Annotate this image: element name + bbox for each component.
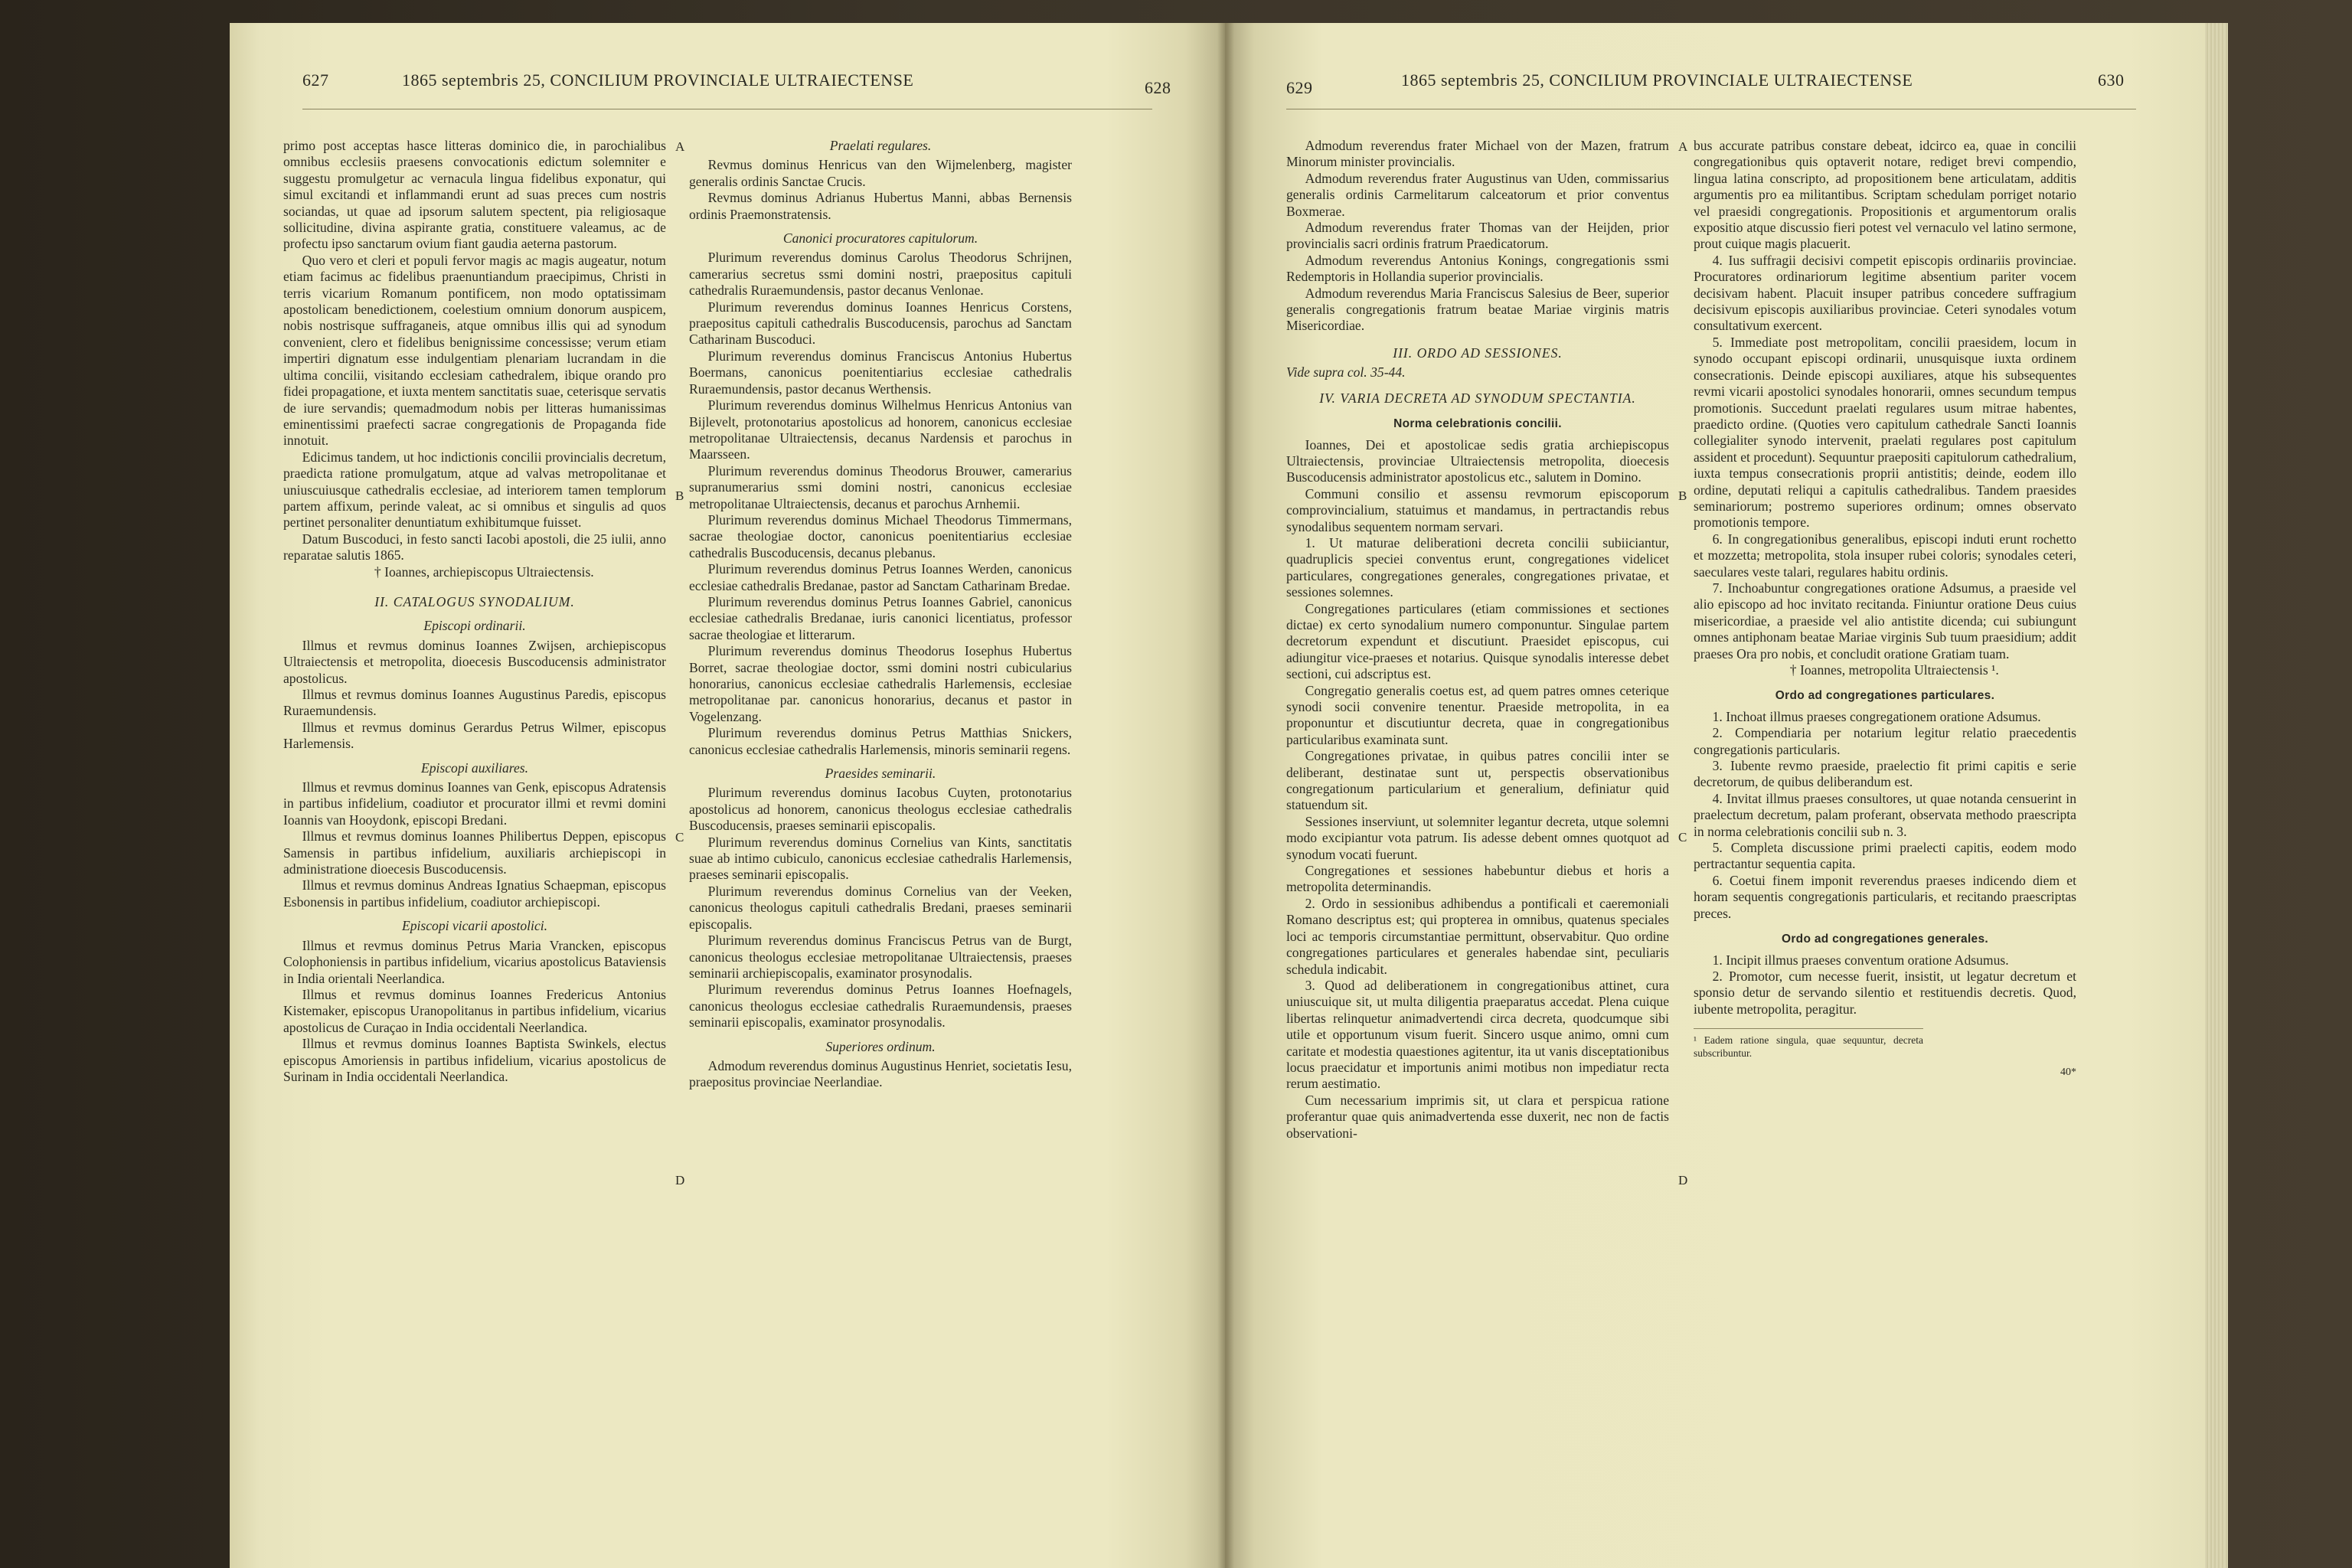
paragraph: 5. Immediate post metropolitam, concilii praesidem, locum in synodo occupant episcopi ordinarii, unusquisque iuxta ordinem consecrationis. Deinde episcopi auxiliares, atque his subsequentes revmi vicarii apostolici synodales honorarii, omnes secundum tempus promotionis. Succedunt praelati regulares usum mitrae habentes, praedicto ordine. (Quoties vero capitulum cathedrale Sancti Ioannis collegialiter synodo intervenit, praelati regulares post capitulum assident et procedunt). Sequuntur praepositi capitulorum cathedralium, iuxta tempus consecrationis proprii antistitis; deinde, eodem illo ordine, deputati reliqui a capitulis cathedralibus. Tandem praesides seminariorum; postremo superiores ordinum; omnes observato promotionis tempore. <box>1694 334 2076 531</box>
margin-letter-a: A <box>675 139 685 154</box>
paragraph: 4. Ius suffragii decisivi competit episcopis ordinariis provinciae. Procuratores ordinariorum legitime absentium pariter vocem decisivam habent. Placuit insuper patribus concedere suffragium decisivum episcopis auxiliaribus provinciae. Ceteri synodales votum consultativum exercent. <box>1694 252 2076 334</box>
list-item: 2. Promotor, cum necesse fuerit, insistit, ut legatur decretum et sponsio detur de servando silentio et restituendis decretis. Quod, iubente metropolita, peragitur. <box>1694 968 2076 1017</box>
list-item: 1. Incipit illmus praeses conventum oratione Adsumus. <box>1712 952 2009 968</box>
list-item: 3. Iubente revmo praeside, praelectio fit primi capitis e serie decretorum, de quibus deliberandum est. <box>1694 758 2076 790</box>
paragraph: Ioannes, Dei et apostolicae sedis gratia archiepiscopus Ultraiectensis, provinciae Ultraiectensis metropolita, dioecesis Buscoducensis administrator apostolicus etc., salutem in Domino. <box>1286 436 1669 485</box>
list-item: Admodum reverendus Antonius Konings, congregationis ssmi Redemptoris in Hollandia superior provincialis. <box>1286 252 1669 285</box>
list-item: Plurimum reverendus dominus Petrus Ioannes Hoefnagels, canonicus theologus ecclesiae cathedralis Ruraemundensis, praeses seminarii episcopalis, examinator prosynodalis. <box>689 982 1072 1031</box>
paragraph: Datum Buscoduci, in festo sancti Iacobi apostoli, die 25 iulii, anno reparatae salutis 1865. <box>283 531 666 564</box>
column-629 <box>1286 138 1669 1142</box>
subheading: Praesides seminarii. <box>825 766 936 782</box>
page-edges <box>2205 23 2228 1568</box>
page-number-628: 628 <box>1145 78 1171 97</box>
subheading: Ordo ad congregationes generales. <box>1781 933 1989 946</box>
subheading: Norma celebrationis concilii. <box>1393 417 1562 431</box>
running-title-left: 1865 septembris 25, CONCILIUM PROVINCIALE ULTRAIECTENSE <box>402 70 914 90</box>
cross-reference: Vide supra col. 35-44. <box>1286 364 1406 381</box>
subheading: Episcopi vicarii apostolici. <box>401 918 548 934</box>
list-item: 1. Inchoat illmus praeses congregationem oratione Adsumus. <box>1712 708 2041 724</box>
list-item: Admodum reverendus frater Augustinus van Uden, commissarius generalis ordinis Carmelitarum calceatorum et prior conventus Boxmerae. <box>1286 170 1669 219</box>
list-item: Plurimum reverendus dominus Cornelius van der Veeken, canonicus theologus capituli cathedralis Bredani, praeses seminarii episcopalis. <box>689 883 1072 932</box>
paragraph: Sessiones inserviunt, ut solemniter legantur decreta, utque solemni modo excipiantur vota patrum. Iis adesse debent omnes quotquot ad synodum vocati fuerunt. <box>1286 813 1669 862</box>
subheading: Ordo ad congregationes particulares. <box>1775 689 1995 703</box>
list-item: Illmus et revmus dominus Gerardus Petrus Wilmer, episcopus Harlemensis. <box>283 719 666 752</box>
left-page <box>230 23 1225 1568</box>
list-item: 5. Completa discussione primi praelecti capitis, eodem modo pertractantur sequentia capita. <box>1694 840 2076 872</box>
running-head-left <box>302 70 1191 101</box>
paragraph: 3. Quod ad deliberationem in congregationibus attinet, cura uniuscuique sit, ut multa diligentia praeparatus accedat. Plena cuique libertas relinquetur animadvertendi circa decreta, quodcumque sibi utile et opportunum visum fuerit. Sincero usque animo, omni cum caritate et modestia quaestiones agitentur, ita ut vanis disceptationibus locus praecidatur et importunis animi motibus non impediatur recta rerum aestimatio. <box>1286 977 1669 1092</box>
margin-letter-b: B <box>675 488 684 503</box>
list-item: Illmus et revmus dominus Ioannes Baptista Swinkels, electus episcopus Amoriensis in partibus infidelium, vicarius apostolicus de Surinam in India occidentali Neerlandica. <box>283 1036 666 1084</box>
margin-letter-b: B <box>1678 488 1687 503</box>
column-630 <box>1694 138 2076 1081</box>
list-item: Plurimum reverendus dominus Petrus Ioannes Werden, canonicus ecclesiae cathedralis Bredanae, pastor ad Sanctam Catharinam Bredae. <box>689 561 1072 593</box>
subheading: Praelati regulares. <box>829 138 932 153</box>
list-item: Admodum reverendus frater Thomas van der Heijden, prior provincialis sacri ordinis fratrum Praedicatorum. <box>1286 220 1669 252</box>
running-head-right <box>1286 70 2136 101</box>
list-item: Admodum reverendus dominus Augustinus Henriet, societatis Iesu, praepositus provinciae Neerlandiae. <box>689 1057 1072 1090</box>
paragraph: Congregationes particulares (etiam commissiones et sectiones dictae) ex certo synodalium numero componuntur. Singulae partem decretorum expendunt et discutiunt. Praesidet episcopus, cui adiungitur vice-praeses et notarius. Quisque synodalis interesse debet sectioni, cui adscriptus est. <box>1286 600 1669 682</box>
list-item: Admodum reverendus frater Michael von der Mazen, fratrum Minorum minister provincialis. <box>1286 138 1669 170</box>
list-item: 2. Compendiaria per notarium legitur relatio praecedentis congregationis particularis. <box>1694 725 2076 757</box>
margin-letter-a: A <box>1678 139 1688 154</box>
list-item: Plurimum reverendus dominus Ioannes Henricus Corstens, praepositus capituli cathedralis Buscoducensis, parochus ad Sanctam Catharinam Buscoduci. <box>689 299 1072 348</box>
paragraph: Congregatio generalis coetus est, ad quem patres omnes ceterique synodi socii convenire tenentur. Praeside metropolita, in ea proponuntur et discutiuntur decreta, quae in congregationibus particularibus examinata sunt. <box>1286 682 1669 747</box>
list-item: Plurimum reverendus dominus Theodorus Brouwer, camerarius supranumerarius ssmi domini nostri, canonicus ecclesiae metropolitanae Ultraiectensis, decanus et parochus Arnhemii. <box>689 462 1072 511</box>
list-item: Illmus et revmus dominus Andreas Ignatius Schaepman, episcopus Esbonensis in partibus infidelium, coadiutor archiepiscopi. <box>283 877 666 910</box>
page-number-627: 627 <box>302 70 329 90</box>
column-628 <box>689 138 1072 1091</box>
signature: † Ioannes, metropolita Ultraiectensis ¹. <box>1789 662 1999 678</box>
section-heading: II. CATALOGUS SYNODALIUM. <box>374 593 575 609</box>
margin-letter-c: C <box>675 830 684 844</box>
list-item: Plurimum reverendus dominus Carolus Theodorus Schrijnen, camerarius secretus ssmi domini nostri, praepositus capituli cathedralis Ruraemundensis, pastor decanus Venlonae. <box>689 250 1072 299</box>
margin-letter-d: D <box>1678 1173 1688 1187</box>
list-item: Revmus dominus Henricus van den Wijmelenberg, magister generalis ordinis Sanctae Crucis. <box>689 157 1072 189</box>
list-item: Illmus et revmus dominus Ioannes van Genk, episcopus Adratensis in partibus infidelium, coadiutor et procurator illmi et revmi domini Ioannis van Hooydonk, episcopi Bredani. <box>283 779 666 828</box>
subheading: Episcopi ordinarii. <box>423 618 526 634</box>
subheading: Episcopi auxiliares. <box>420 760 529 776</box>
right-page <box>1225 23 2205 1568</box>
paragraph: 2. Ordo in sessionibus adhibendus a pontificali et caeremoniali Romano descriptus est; qui propterea in omnibus, quatenus speciales loci ac temporis circumstantiae permittunt, observabitur. Quo ordine congregationes particulares et generales habendae sint, peculiaris schedula indicabit. <box>1286 895 1669 977</box>
list-item: 6. Coetui finem imponit reverendus praeses indicendo diem et horam sequentis congregationis particularis, et recitando praescriptas preces. <box>1694 872 2076 921</box>
margin-letter-c: C <box>1678 830 1687 844</box>
subheading: Canonici procuratores capitulorum. <box>782 230 978 247</box>
list-item: Illmus et revmus dominus Ioannes Fredericus Antonius Kistemaker, episcopus Uranopolitanus in partibus infidelium, vicarius apostolicus de Curaçao in India occidentali Neerlandica. <box>283 986 666 1035</box>
paragraph: 7. Inchoabuntur congregationes oratione Adsumus, a praeside vel alio episcopo ad hoc invitato recitanda. Finiuntur oratione Deus cuius misericordiae, a praeside vel alio antistite dicenda; cui subiungunt omnes antiphonam beatae Mariae virginis Sub tuum praesidium; addit praeses Ora pro nobis, et concludit oratione Gratiam tuam. <box>1694 580 2076 662</box>
paragraph: primo post acceptas hasce litteras dominico die, in parochialibus omnibus ecclesiis praesens convocationis edictum solemniter e suggestu promulgetur ac vernacula lingua fidelibus exponatur, qui simul excitandi et inflammandi erunt ad suas preces cum nostris sociandas, ut quae ad ipsorum salutem spectent, pia religiosaque sollicitudine, divina aspirante gratia, constituere valeamus, ac de profectu ipso sanctarum ovium fiant gaudia aeterna pastorum. <box>283 138 666 252</box>
list-item: 4. Invitat illmus praeses consultores, ut quae notanda censuerint in praelectum decretum, palam proferant, observata methodo praescripta in norma celebrationis concilii sub n. 3. <box>1694 790 2076 839</box>
list-item: Illmus et revmus dominus Petrus Maria Vrancken, episcopus Colophoniensis in partibus infidelium, vicarius apostolicus Bataviensis in India orientali Neerlandica. <box>283 937 666 986</box>
list-item: Plurimum reverendus dominus Wilhelmus Henricus Antonius van Bijlevelt, protonotarius apostolicus ad honorem, canonicus ecclesiae metropolitanae Ultraiectensis, decanus Nardensis et parochus in Maarsseen. <box>689 397 1072 462</box>
footnote: ¹ Eadem ratione singula, quae sequuntur, decreta subscribuntur. <box>1694 1028 1923 1060</box>
signature-mark: 40* <box>2060 1067 2076 1079</box>
list-item: Revmus dominus Adrianus Hubertus Manni, abbas Bernensis ordinis Praemonstratensis. <box>689 190 1072 222</box>
page-number-630: 630 <box>2098 70 2125 90</box>
paragraph: Edicimus tandem, ut hoc indictionis concilii provincialis decretum, praedicta ratione promulgatum, atque ad valvas metropolitanae et uniuscuiusque cathedralis ecclesiae, ad interiorem tamen templorum partem affixum, perinde valeat, ac si omnibus et singulis ad quos pertinet personaliter denuntiatum exhibitumque fuisset. <box>283 449 666 531</box>
list-item: Plurimum reverendus dominus Franciscus Petrus van de Burgt, canonicus theologus ecclesiae metropolitanae Ultraiectensis, praeses seminarii archiepiscopalis, examinator prosynodalis. <box>689 933 1072 981</box>
book-gutter <box>1217 23 1234 1568</box>
paragraph: Quo vero et cleri et populi fervor magis ac magis augeatur, notum etiam facimus ac fidelibus praenuntiandum praecipimus, Christi in terris vicarium Romanum pontificem, non modo optatissimam apostolicam benedictionem, coelestium omnium donorum auspicem, nobis nostrisque suffraganeis, atque omnibus illis qui ad synodum convenient, clero et fidelibus benignissime concessisse; verum etiam impertiri dignatum esse indulgentiam plenariam lucrandam in die ultima concilii, visitando ecclesiam cathedralem, ibique orando pro fidei propagatione, et iuxta mentem sanctitatis suae, ceterisque servatis de iure servandis; quemadmodum nobis per litteras humanissimas eminentissimi praefecti sacrae congregationis de Propaganda fide innotuit. <box>283 252 666 449</box>
list-item: Plurimum reverendus dominus Iacobus Cuyten, protonotarius apostolicus ad honorem, canonicus theologus ecclesiae cathedralis Buscoducensis, praeses seminarii episcopalis. <box>689 785 1072 834</box>
paragraph: 1. Ut maturae deliberationi decreta concilii subiiciantur, quadruplicis speciei conventus erunt, congregationes videlicet particulares, congregationes generales, congregationes privatae, et sessiones solemnes. <box>1286 534 1669 600</box>
paragraph: Congregationes privatae, in quibus patres concilii inter se deliberant, destinatae sunt ut, perspectis observationibus congregationum particularium et generalium, definiatur quid statuendum sit. <box>1286 748 1669 813</box>
list-item: Admodum reverendus Maria Franciscus Salesius de Beer, superior generalis congregationis fratrum beatae Mariae virginis matris Misericordiae. <box>1286 285 1669 334</box>
page-number-629: 629 <box>1286 78 1313 97</box>
section-heading: IV. VARIA DECRETA AD SYNODUM SPECTANTIA. <box>1319 390 1636 406</box>
running-title-right: 1865 septembris 25, CONCILIUM PROVINCIALE ULTRAIECTENSE <box>1401 70 1913 90</box>
open-book <box>230 23 2228 1568</box>
list-item: Illmus et revmus dominus Ioannes Augustinus Paredis, episcopus Ruraemundensis. <box>283 687 666 719</box>
list-item: Plurimum reverendus dominus Theodorus Iosephus Hubertus Borret, sacrae theologiae doctor, ssmi domini nostri cubicularius honorarius, canonicus ecclesiae cathedralis Harlemensis, ecclesiae metropolitanae par. canonicus honorarius, decanus et pastor in Vogelenzang. <box>689 643 1072 724</box>
paragraph: bus accurate patribus constare debeat, idcirco ea, quae in concilii congregationibus quis optaverit notare, rediget brevi compendio, lingua latina conscripto, ad propositionem bene articulatam, additis argumentis pro ea militantibus. Scriptam schedulam porriget notario vel praesidi congregationis. Propositionis et argumentorum oralis expositio atque discussio fieri potest vel vernaculo vel latino sermone, prout cuique magis placuerit. <box>1694 138 2076 252</box>
paragraph: 6. In congregationibus generalibus, episcopi induti erunt rochetto et mozzetta; metropolita, stola insuper rubei coloris; synodales ceteri, saeculares veste talari, regulares habitu ordinis. <box>1694 531 2076 580</box>
list-item: Plurimum reverendus dominus Petrus Ioannes Gabriel, canonicus ecclesiae cathedralis Bredanae, iuris canonici licentiatus, professor sacrae theologiae et litterarum. <box>689 593 1072 642</box>
list-item: Plurimum reverendus dominus Cornelius van Kints, sanctitatis suae ab intimo cubiculo, canonicus ecclesiae cathedralis Harlemensis, praeses seminarii episcopalis. <box>689 834 1072 883</box>
margin-letter-d: D <box>675 1173 685 1187</box>
list-item: Plurimum reverendus dominus Petrus Matthias Snickers, canonicus ecclesiae cathedralis Harlemensis, minoris seminarii regens. <box>689 725 1072 757</box>
subheading: Superiores ordinum. <box>825 1038 936 1054</box>
paragraph: Congregationes et sessiones habebuntur diebus et horis a metropolita determinandis. <box>1286 863 1669 895</box>
list-item: Plurimum reverendus dominus Franciscus Antonius Hubertus Boermans, canonicus poenitentiarius ecclesiae cathedralis Ruraemundensis, pastor decanus Werthensis. <box>689 348 1072 397</box>
list-item: Illmus et revmus dominus Ioannes Zwijsen, archiepiscopus Ultraiectensis et metropolita, dioecesis Buscoducensis administrator apostolicus. <box>283 637 666 686</box>
paragraph: Communi consilio et assensu revmorum episcoporum comprovincialium, statuimus et mandamus, in pertractandis rebus synodalibus sequentem normam servari. <box>1286 485 1669 534</box>
section-heading: III. ORDO AD SESSIONES. <box>1393 345 1563 361</box>
list-item: Plurimum reverendus dominus Michael Theodorus Timmermans, sacrae theologiae doctor, canonicus poenitentiarius ecclesiae cathedralis Buscoducensis, decanus plebanus. <box>689 511 1072 560</box>
signature: † Ioannes, archiepiscopus Ultraiectensis. <box>374 564 594 580</box>
paragraph: Cum necessarium imprimis sit, ut clara et perspicua ratione proferantur quae quis animadvertenda esse duxerit, nec non de factis observationi- <box>1286 1092 1669 1141</box>
column-627 <box>283 138 666 1085</box>
list-item: Illmus et revmus dominus Ioannes Philibertus Deppen, episcopus Samensis in partibus infidelium, auxiliaris archiepiscopi in administratione dioecesis Buscoducensis. <box>283 828 666 877</box>
